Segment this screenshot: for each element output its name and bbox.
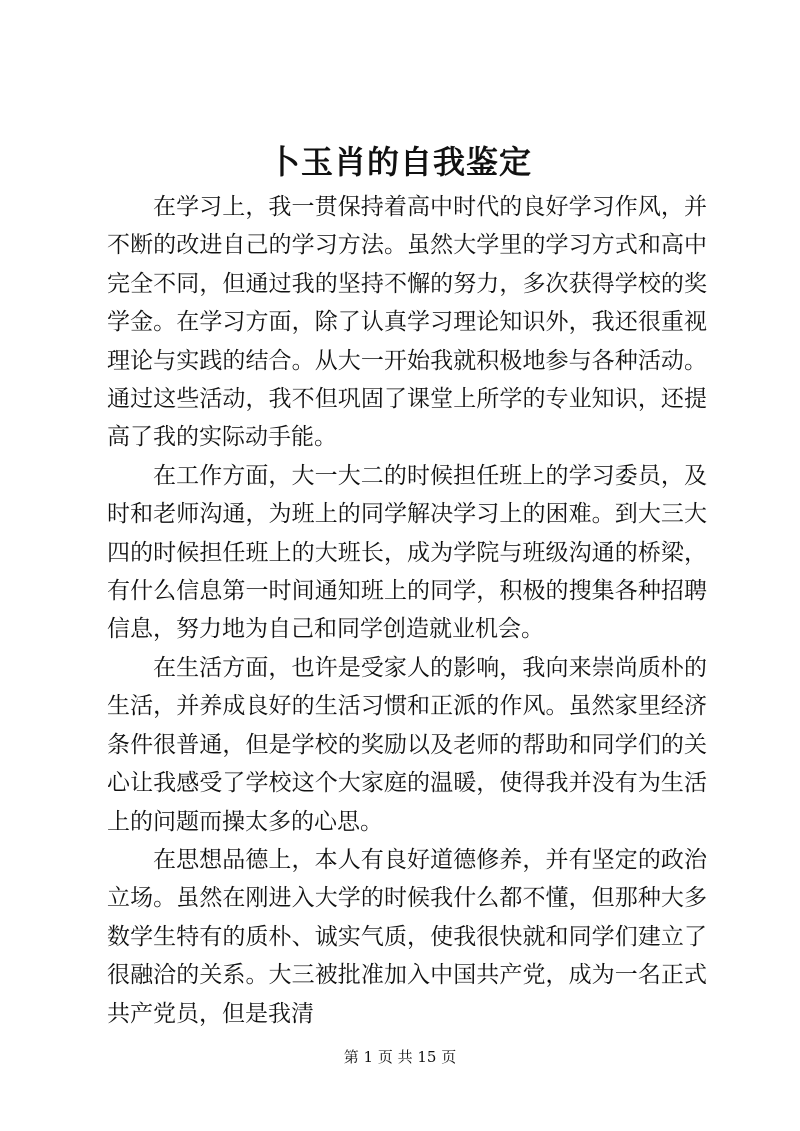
paragraph-life: 在生活方面，也许是受家人的影响，我向来崇尚质朴的生活，并养成良好的生活习惯和正派的作风。虽然家里经济条件很普通，但是学校的奖励以及老师的帮助和同学们的关心让我感受了学校这个大家庭的温暖，使得我并没有为生活上的问题而操太多的心思。 — [107, 654, 707, 835]
page-number-footer: 第 1 页 共 15 页 — [343, 1048, 457, 1066]
paragraph-study: 在学习上，我一贯保持着高中时代的良好学习作风，并不断的改进自己的学习方法。虽然大学里的学习方式和高中完全不同，但通过我的坚持不懈的努力，多次获得学校的奖学金。在学习方面，除了认真学习理论知识外，我还很重视理论与实践的结合。从大一开始我就积极地参与各种活动。通过这些活动，我不但巩固了课堂上所学的专业知识，还提高了我的实际动手能。 — [107, 194, 707, 451]
paragraph-work: 在工作方面，大一大二的时候担任班上的学习委员，及时和老师沟通，为班上的同学解决学习上的困难。到大三大四的时候担任班上的大班长，成为学院与班级沟通的桥梁，有什么信息第一时间通知班上的同学，积极的搜集各种招聘信息，努力地为自己和同学创造就业机会。 — [107, 462, 707, 643]
document-title: 卜玉肖的自我鉴定 — [267, 143, 532, 181]
document-body — [107, 188, 707, 1033]
paragraph-morality: 在思想品德上，本人有良好道德修养，并有坚定的政治立场。虽然在刚进入大学的时候我什么都不懂，但那种大多数学生特有的质朴、诚实气质，使我很快就和同学们建立了很融洽的关系。大三被批准加入中国共产党，成为一名正式共产党员，但是我清 — [107, 846, 707, 1027]
